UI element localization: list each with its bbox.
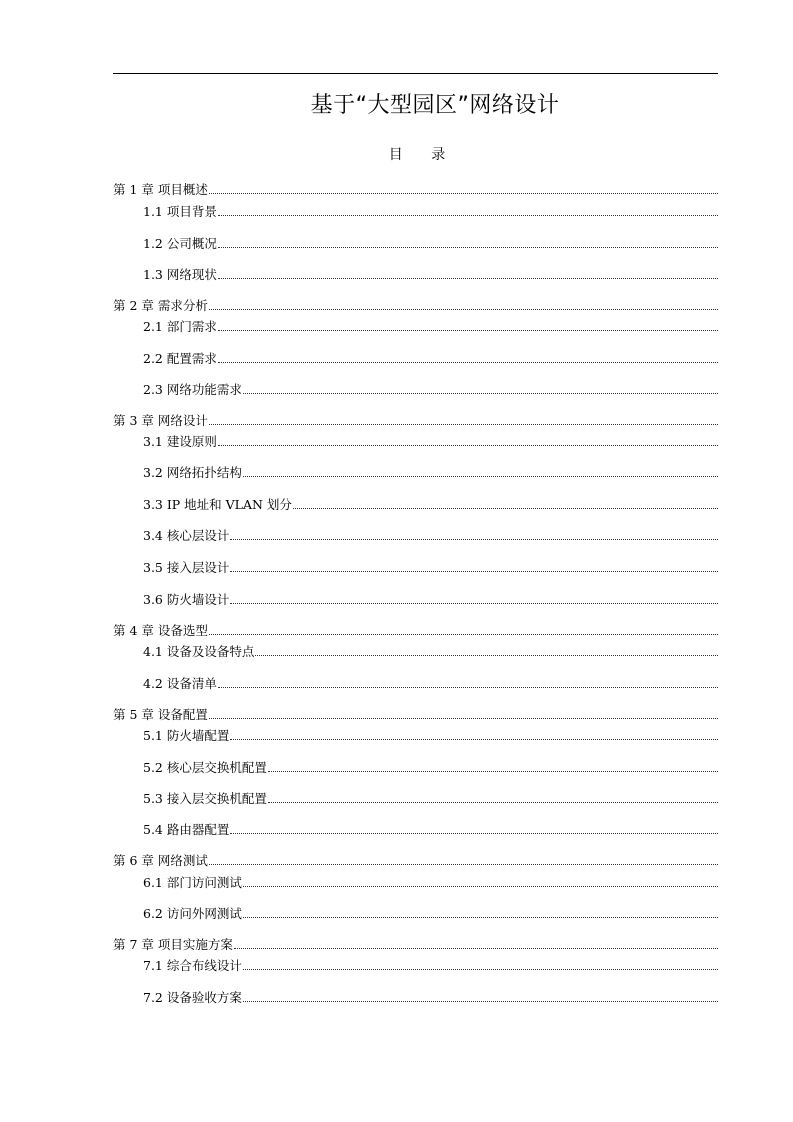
toc-entry-section-3-4[interactable] (143, 527, 718, 544)
document-title: 基于“大型园区”网络设计 (310, 93, 560, 118)
toc-entry-section-4-1[interactable] (143, 643, 718, 660)
toc-entry-text: 2.1 部门需求 (143, 319, 217, 334)
dot-leader (218, 247, 718, 248)
toc-entry-text: 1.1 项目背景 (143, 204, 217, 219)
dot-leader (209, 193, 718, 194)
dot-leader (230, 603, 718, 604)
toc-entry-section-6-2[interactable] (143, 905, 718, 922)
toc-entry-text: 5.3 接入层交换机配置 (143, 791, 267, 806)
toc-entry-text: 3.1 建设原则 (143, 434, 217, 449)
toc-entry-section-3-1[interactable] (143, 433, 718, 450)
toc-entry-chapter-4[interactable] (113, 622, 718, 639)
toc-entry-chapter-1[interactable] (113, 181, 718, 198)
dot-leader (218, 445, 718, 446)
dot-leader (243, 886, 718, 887)
toc-entry-text: 3.5 接入层设计 (143, 560, 230, 575)
toc-entry-section-7-1[interactable] (143, 957, 718, 974)
toc-entry-text: 4.1 设备及设备特点 (143, 644, 255, 659)
toc-entry-text: 3.2 网络拓扑结构 (143, 465, 242, 480)
dot-leader (268, 771, 718, 772)
dot-leader (209, 864, 718, 865)
toc-entry-text: 1.3 网络现状 (143, 267, 217, 282)
dot-leader (293, 508, 718, 509)
toc-entry-chapter-3[interactable] (113, 412, 718, 429)
dot-leader (243, 393, 718, 394)
dot-leader (243, 917, 718, 918)
dot-leader (209, 424, 718, 425)
dot-leader (218, 278, 718, 279)
dot-leader (230, 571, 718, 572)
toc-entry-text: 3.4 核心层设计 (143, 528, 230, 543)
toc-entry-text: 2.2 配置需求 (143, 351, 217, 366)
toc-entry-section-3-2[interactable] (143, 464, 718, 481)
toc-entry-section-2-1[interactable] (143, 318, 718, 335)
dot-leader (209, 309, 718, 310)
toc-entry-chapter-6[interactable] (113, 852, 718, 869)
dot-leader (230, 539, 718, 540)
toc-entry-text: 5.4 路由器配置 (143, 822, 230, 837)
toc-entry-text: 第 4 章 设备选型 (113, 623, 208, 638)
dot-leader (230, 833, 718, 834)
toc-entry-section-3-6[interactable] (143, 591, 718, 608)
toc-entry-section-5-2[interactable] (143, 759, 718, 776)
dot-leader (218, 215, 718, 216)
dot-leader (268, 802, 718, 803)
dot-leader (209, 634, 718, 635)
header-rule (113, 73, 718, 74)
toc-entry-text: 1.2 公司概况 (143, 236, 217, 251)
toc-entry-chapter-2[interactable] (113, 297, 718, 314)
dot-leader (255, 655, 718, 656)
dot-leader (218, 330, 718, 331)
toc-heading: 目 录 (388, 147, 458, 163)
toc-entry-section-1-3[interactable] (143, 266, 718, 283)
toc-entry-text: 第 5 章 设备配置 (113, 707, 208, 722)
toc-entry-text: 2.3 网络功能需求 (143, 382, 242, 397)
dot-leader (243, 476, 718, 477)
toc-entry-text: 第 7 章 项目实施方案 (113, 937, 233, 952)
toc-entry-section-2-3[interactable] (143, 381, 718, 398)
toc-entry-text: 5.1 防火墙配置 (143, 728, 230, 743)
toc-entry-text: 第 3 章 网络设计 (113, 413, 208, 428)
toc-entry-section-5-3[interactable] (143, 790, 718, 807)
toc-entry-text: 6.1 部门访问测试 (143, 875, 242, 890)
toc-entry-section-7-2[interactable] (143, 989, 718, 1006)
toc-entry-section-3-3[interactable] (143, 496, 718, 513)
toc-entry-text: 5.2 核心层交换机配置 (143, 760, 267, 775)
toc-entry-chapter-7[interactable] (113, 936, 718, 953)
toc-entry-text: 第 6 章 网络测试 (113, 853, 208, 868)
toc-entry-section-6-1[interactable] (143, 874, 718, 891)
toc-entry-text: 7.2 设备验收方案 (143, 990, 242, 1005)
toc-entry-section-2-2[interactable] (143, 350, 718, 367)
toc-entry-section-3-5[interactable] (143, 559, 718, 576)
dot-leader (218, 362, 718, 363)
toc-entry-text: 6.2 访问外网测试 (143, 906, 242, 921)
toc-entry-section-5-1[interactable] (143, 727, 718, 744)
toc-entry-text: 3.3 IP 地址和 VLAN 划分 (143, 497, 292, 512)
dot-leader (234, 948, 718, 949)
toc-entry-section-5-4[interactable] (143, 821, 718, 838)
toc-entry-section-4-2[interactable] (143, 675, 718, 692)
toc-entry-text: 3.6 防火墙设计 (143, 592, 230, 607)
dot-leader (218, 687, 718, 688)
dot-leader (209, 718, 718, 719)
toc-entry-text: 第 1 章 项目概述 (113, 182, 208, 197)
toc-entry-text: 7.1 综合布线设计 (143, 958, 242, 973)
dot-leader (243, 969, 718, 970)
toc-entry-chapter-5[interactable] (113, 706, 718, 723)
toc-entry-text: 第 2 章 需求分析 (113, 298, 208, 313)
toc-entry-section-1-1[interactable] (143, 203, 718, 220)
dot-leader (243, 1001, 718, 1002)
toc-entry-section-1-2[interactable] (143, 235, 718, 252)
dot-leader (230, 739, 718, 740)
toc-entry-text: 4.2 设备清单 (143, 676, 217, 691)
